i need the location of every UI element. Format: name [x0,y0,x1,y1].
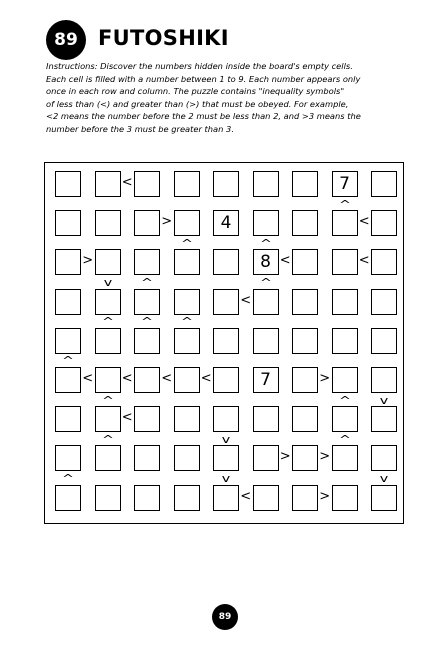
board-cell[interactable] [55,249,81,275]
board-cell-given[interactable]: 4 [213,210,239,236]
inequality-symbol-horizontal: < [82,371,94,386]
inequality-symbol-horizontal: > [161,214,173,230]
board-cell[interactable] [332,445,358,471]
board-cell[interactable] [253,406,279,432]
board-cell[interactable] [213,406,239,432]
board-cell[interactable] [95,367,121,393]
board-cell[interactable] [174,210,200,236]
board-cell[interactable] [55,406,81,432]
board-cell[interactable] [371,485,397,511]
board-cell[interactable] [292,171,318,197]
board-cell[interactable] [371,249,397,275]
inequality-symbol-vertical: v [379,472,389,485]
board-cell-given[interactable]: 7 [253,367,279,393]
board-cell[interactable] [253,445,279,471]
board-cell[interactable] [95,485,121,511]
puzzle-number-badge: 89 [46,20,86,60]
board-cell[interactable] [55,445,81,471]
board-cell[interactable] [55,485,81,511]
board-cell[interactable] [174,445,200,471]
board-cell[interactable] [134,445,160,471]
board-cell[interactable] [332,328,358,354]
board-cell[interactable] [174,249,200,275]
inequality-symbol-horizontal: < [121,175,133,190]
inequality-symbol-horizontal: < [358,214,370,230]
board-cell[interactable] [134,328,160,354]
inequality-symbol-vertical: ^ [141,315,153,329]
inequality-symbol-vertical: v [379,393,389,407]
inequality-symbol-vertical: ^ [338,393,351,407]
board-cell[interactable] [134,171,160,197]
board-cell[interactable] [134,210,160,236]
board-cell[interactable] [371,171,397,197]
board-cell[interactable] [174,328,200,354]
board-cell[interactable] [371,328,397,354]
board-cell[interactable] [213,367,239,393]
board-grid [45,163,405,525]
board-cell[interactable] [213,485,239,511]
board-cell[interactable] [253,485,279,511]
board-cell[interactable] [292,249,318,275]
board-cell[interactable] [213,445,239,471]
board-cell[interactable] [55,210,81,236]
board-cell[interactable] [213,328,239,354]
board-cell[interactable] [174,406,200,432]
board-cell[interactable] [95,210,121,236]
board-cell[interactable] [292,367,318,393]
puzzle-title: FUTOSHIKI [98,26,229,50]
board-cell[interactable] [292,289,318,315]
board-cell[interactable] [371,289,397,315]
board-cell[interactable] [332,249,358,275]
board-cell[interactable] [95,171,121,197]
inequality-symbol-vertical: ^ [259,236,272,250]
board-cell[interactable] [292,210,318,236]
instructions-text: Instructions: Discover the numbers hidden inside the board's empty cells. Each cell is filled with a number between 1 to 9. Each number appears only once in each row and column. The puzzle contains "inequality symbols" of less than (<) and greater than (>) that must be obeyed. For example, <2 means the number before the 2 must be less than 2, and >3 means the number before the 3 must be greater than 3. [46,61,361,134]
inequality-symbol-vertical: ^ [62,354,74,368]
board-cell[interactable] [55,367,81,393]
inequality-symbol-horizontal: > [82,253,94,269]
board-cell[interactable] [332,367,358,393]
board-cell[interactable] [213,171,239,197]
board-cell[interactable] [174,289,200,315]
inequality-symbol-horizontal: < [358,253,370,269]
board-cell[interactable] [55,328,81,354]
board-cell[interactable] [332,485,358,511]
inequality-symbol-vertical: ^ [259,276,272,289]
board-cell[interactable] [95,249,121,275]
board-cell[interactable] [55,289,81,315]
inequality-symbol-vertical: v [221,472,231,485]
inequality-symbol-horizontal: < [200,371,212,386]
board-cell[interactable] [134,289,160,315]
inequality-symbol-horizontal: < [240,292,252,308]
board-cell[interactable] [332,289,358,315]
board-cell[interactable] [332,210,358,236]
futoshiki-board [44,162,404,524]
board-cell[interactable] [292,445,318,471]
board-cell[interactable] [371,445,397,471]
board-cell[interactable] [253,171,279,197]
page-number: 89 [212,604,238,630]
inequality-symbol-horizontal: < [121,410,133,426]
inequality-symbol-horizontal: < [240,488,252,504]
board-cell[interactable] [213,289,239,315]
inequality-symbol-vertical: ^ [62,472,74,485]
board-cell[interactable] [174,485,200,511]
inequality-symbol-vertical: ^ [180,315,193,329]
board-cell[interactable] [95,406,121,432]
board-cell[interactable] [292,485,318,511]
board-cell[interactable] [55,171,81,197]
board-cell[interactable] [134,249,160,275]
inequality-symbol-horizontal: > [319,449,331,465]
inequality-symbol-horizontal: < [121,371,133,386]
board-cell-given[interactable]: 8 [253,249,279,275]
board-cell[interactable] [134,367,160,393]
inequality-symbol-horizontal: > [319,488,331,504]
board-cell[interactable] [332,406,358,432]
board-cell[interactable] [292,406,318,432]
board-cell[interactable] [371,210,397,236]
board-cell[interactable] [371,406,397,432]
board-cell[interactable] [174,367,200,393]
board-cell[interactable] [95,445,121,471]
inequality-symbol-vertical: ^ [101,393,114,407]
board-cell[interactable] [253,210,279,236]
inequality-symbol-vertical: ^ [338,432,351,446]
inequality-symbol-horizontal: < [161,371,173,386]
board-cell[interactable] [95,289,121,315]
inequality-symbol-vertical: ^ [101,432,114,446]
inequality-symbol-vertical: v [221,432,231,446]
inequality-symbol-horizontal: > [279,449,291,465]
board-cell[interactable] [213,249,239,275]
inequality-symbol-vertical: ^ [141,276,153,289]
board-cell[interactable] [371,367,397,393]
board-cell[interactable] [134,406,160,432]
board-cell[interactable] [253,328,279,354]
inequality-symbol-horizontal: > [319,371,331,386]
inequality-symbol-vertical: ^ [180,236,193,250]
board-cell[interactable] [134,485,160,511]
board-cell[interactable] [292,328,318,354]
board-cell[interactable] [95,328,121,354]
inequality-symbol-vertical: ^ [338,197,351,211]
board-cell[interactable] [253,289,279,315]
inequality-symbol-vertical: v [103,276,112,289]
inequality-symbol-vertical: ^ [101,315,114,329]
board-cell[interactable] [174,171,200,197]
inequality-symbol-horizontal: < [279,253,291,269]
board-cell-given[interactable]: 7 [332,171,358,197]
